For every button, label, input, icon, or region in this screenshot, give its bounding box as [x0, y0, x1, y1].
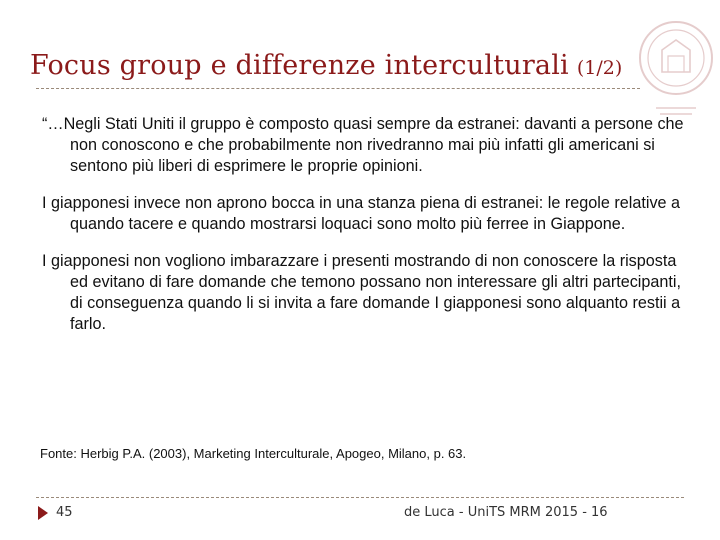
slide-title	[30, 50, 622, 81]
footer-divider	[36, 497, 684, 498]
university-seal-icon	[636, 10, 716, 120]
quote-paragraph-3: I giapponesi non vogliono imbarazzare i presenti mostrando di non conoscere la risposta ed evitano di fare domande che temono possano non interessare gli altri partecipanti, di conseguenza quando li si invita a fare domande I giapponesi sono alquanto restii a farlo.	[42, 252, 682, 333]
slide-body	[42, 114, 692, 345]
title-divider	[36, 88, 640, 89]
title-text: Focus group e differenze interculturali	[30, 50, 569, 81]
title-suffix: (1/2)	[576, 57, 623, 79]
page-number: 45	[56, 505, 73, 520]
footer-arrow-icon	[38, 506, 48, 520]
source-citation: Fonte: Herbig P.A. (2003), Marketing Interculturale, Apogeo, Milano, p. 63.	[40, 446, 467, 461]
quote-paragraph-2: I giapponesi invece non aprono bocca in una stanza piena di estranei: le regole relative a quando tacere e quando mostrarsi loquaci sono molto più ferree in Giappone.	[42, 194, 681, 233]
footer-text: de Luca - UniTS MRM 2015 - 16	[404, 505, 608, 520]
quote-paragraph-1: “…Negli Stati Uniti il gruppo è composto quasi sempre da estranei: davanti a persone che non conoscono e che probabilmente non rivedranno mai più infatti gli americani si sentono più liberi di esprimere le proprie opinioni.	[42, 115, 684, 175]
